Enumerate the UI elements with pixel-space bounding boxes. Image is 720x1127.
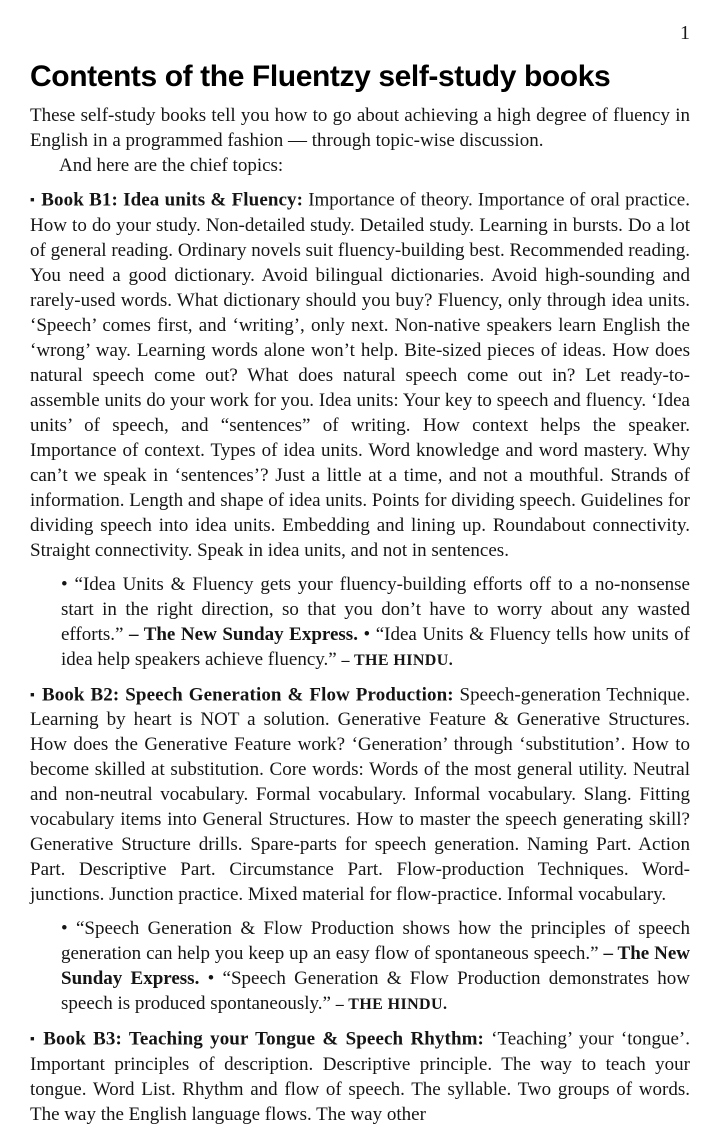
quote-b1-text-2: • “Idea Units & Fluency tells how units of idea help speakers achieve fluency.”: [61, 623, 690, 670]
quote-b2-source-2: – THE HINDU.: [335, 996, 448, 1014]
book-b3-title: Book B3: Teaching your Tongue & Speech Rhythm:: [43, 1028, 484, 1050]
press-quotes-b2: [61, 916, 690, 1017]
book-b1-topics: Importance of theory. Importance of oral practice. How to do your study. Non-detailed study. Detailed study. Learning in bursts. Do a lot of general reading. Ordinary novels suit fluency-building best. Recommended reading. You need a good dictionary. Avoid bilingual dictionaries. Avoid high-sounding and rarely-used words. What dictionary should you buy? Fluency, only through idea units. ‘Speech’ comes first, and ‘writing’, only next. Non-native speakers learn English the ‘wrong’ way. Learning words alone won’t help. Bite-sized pieces of ideas. How does natural speech come out? What does natural speech come out in? Let ready-to-assemble units do your work for you. Idea units: Your key to speech and fluency. ‘Idea units’ of speech, and “sentences” of writing. How context helps the speaker. Importance of context. Types of idea units. Word knowledge and word mastery. Why can’t we speak in ‘sentences’? Just a little at a time, and not a mouthful. Strands of information. Length and shape of idea units. Points for dividing speech. Guidelines for dividing speech into idea units. Embedding and lining up. Roundabout connectivity. Straight connectivity. Speak in idea units, and not in sentences.: [30, 189, 690, 561]
page-number: 1: [680, 22, 690, 44]
quote-b1-text-1: • “Idea Units & Fluency gets your fluency-building efforts off to a no-nonsense start in the right direction, so that you don’t have to worry about any wasted efforts.”: [61, 573, 690, 645]
book-b1-title: Book B1: Idea units & Fluency:: [41, 189, 304, 211]
square-bullet-icon: ▪: [30, 192, 36, 207]
square-bullet-icon: ▪: [30, 1031, 38, 1047]
intro-paragraph: These self-study books tell you how to go about achieving a high degree of fluency in English in a programmed fashion — through topic-wise discussion.: [30, 105, 690, 151]
quote-b2-text-2: • “Speech Generation & Flow Production demonstrates how speech is produced spontaneously.”: [61, 968, 691, 1015]
book-b3-entry: [30, 1026, 690, 1127]
quote-b2-text-1: • “Speech Generation & Flow Production shows how the principles of speech generation can help you keep up an easy flow of spontaneous speech.”: [61, 918, 690, 965]
topics-line: And here are the chief topics:: [59, 155, 284, 176]
press-quotes-b1: [61, 572, 690, 673]
page-title: Contents of the Fluentzy self-study books: [30, 60, 611, 93]
book-b2-topics: Speech-generation Technique. Learning by heart is NOT a solution. Generative Feature & Generative Structures. How does the Generative Feature work? ‘Generation’ through ‘substitution’. How to become skilled at substitution. Core words: Words of the most general utility. Neutral and non-neutral vocabulary. Formal vocabulary. Informal vocabulary. Slang. Fitting vocabulary items into General Structures. How to master the speech generating skill? Generative Structure drills. Spare-parts for speech generation. Naming Part. Action Part. Descriptive Part. Circumstance Part. Flow-production Techniques. Word-junctions. Junction practice. Mixed material for flow-practice. Informal vocabulary.: [30, 684, 690, 906]
quote-b1-source-2: – THE HINDU.: [341, 651, 454, 669]
book-b2-title: Book B2: Speech Generation & Flow Production:: [41, 684, 454, 706]
quote-b1-source-1: – The New Sunday Express.: [128, 623, 358, 645]
book-b2-entry: [30, 682, 690, 908]
square-bullet-icon: ▪: [30, 686, 36, 702]
book-b1-entry: [30, 187, 690, 563]
book-b3-topics: ‘Teaching’ your ‘tongue’. Important principles of description. Descriptive principle. The way to teach your tongue. Word List. Rhythm and flow of speech. The syllable. Two groups of words. The way the English language flows. The way other: [30, 1028, 690, 1125]
quote-b2-source-1: – The New Sunday Express.: [61, 943, 690, 990]
